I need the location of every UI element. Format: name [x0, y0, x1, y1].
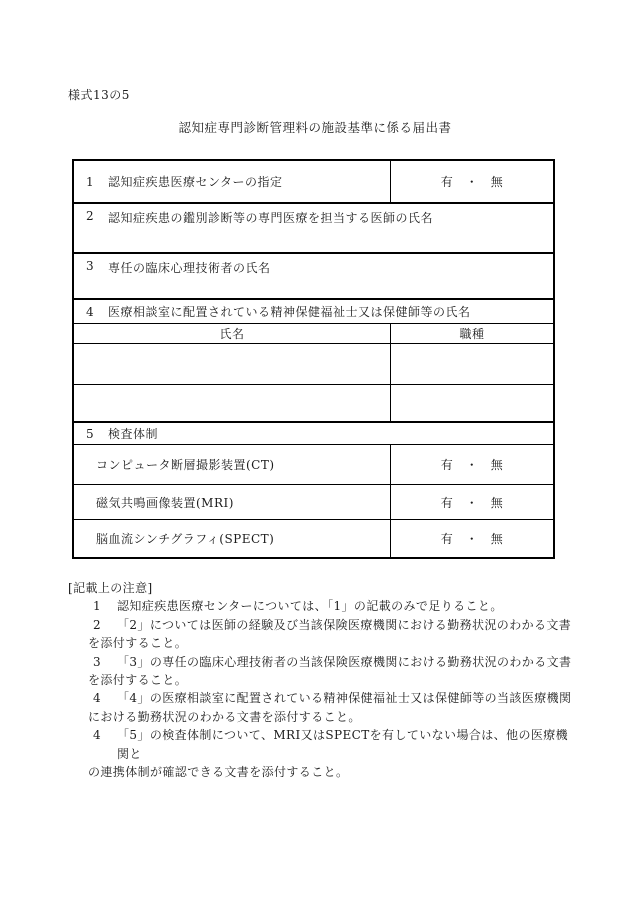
row-counseling-staff-header	[74, 298, 553, 323]
equipment-label: 脳血流シンチグラフィ(SPECT)	[96, 532, 275, 546]
row-label: 認知症疾患医療センターの指定	[108, 175, 283, 189]
row-center-designation	[74, 161, 553, 202]
note-continuation: における勤務状況のわかる文書を添付すること。	[88, 709, 361, 724]
column-header-name: 氏名	[219, 327, 245, 341]
notes-heading: [記載上の注意]	[68, 581, 153, 595]
note-number: 2	[93, 617, 102, 632]
note-number: 3	[93, 654, 102, 669]
note-item-2	[93, 616, 573, 634]
ct-label-cell	[74, 445, 390, 484]
note-item-5	[93, 726, 573, 763]
availability-options: 有 ・ 無	[440, 175, 504, 189]
row-ct-equipment	[74, 444, 553, 484]
center-designation-options-cell	[390, 161, 553, 202]
staff-entry-row-1	[74, 343, 553, 384]
row-number: 2	[86, 209, 95, 223]
row-number: 1	[86, 174, 95, 189]
equipment-label: 磁気共鳴画像装置(MRI)	[96, 495, 234, 510]
staff-name-cell-2	[74, 385, 390, 421]
equipment-label: コンピュータ断層撮影装置(CT)	[96, 458, 275, 472]
note-number: 1	[93, 599, 102, 614]
availability-options: 有 ・ 無	[440, 495, 504, 510]
staff-column-headers	[74, 323, 553, 343]
row-number: 4	[86, 304, 95, 319]
column-header-type: 職種	[459, 327, 485, 341]
row-mri-equipment	[74, 484, 553, 519]
row-label: 専任の臨床心理技術者の氏名	[108, 261, 271, 275]
row-label: 検査体制	[108, 427, 159, 441]
physician-name-cell	[74, 204, 553, 252]
availability-options: 有 ・ 無	[440, 532, 504, 546]
psychologist-name-cell	[74, 254, 553, 298]
note-continuation: を添付すること。	[88, 673, 188, 688]
row-label: 医療相談室に配置されている精神保健福祉士又は保健師等の氏名	[108, 305, 471, 319]
note-text: 「2」については医師の経験及び当該保険医療機関における勤務状況のわかる文書	[117, 617, 572, 632]
mri-options-cell	[390, 485, 553, 519]
availability-options: 有 ・ 無	[440, 458, 504, 472]
row-number: 5	[86, 426, 95, 441]
note-text: 「3」の専任の臨床心理技術者の当該保険医療機関における勤務状況のわかる文書	[117, 654, 572, 669]
note-number: 4	[93, 691, 102, 706]
staff-name-cell-1	[74, 344, 390, 384]
note-continuation: を添付すること。	[88, 636, 188, 651]
row-inspection-header	[74, 421, 553, 444]
row-physician-name	[74, 202, 553, 252]
note-number: 4	[93, 728, 102, 743]
note-item-3	[93, 653, 573, 671]
spect-label-cell	[74, 520, 390, 557]
note-text: 認知症疾患医療センターについては、「1」の記載のみで足りること。	[117, 599, 503, 614]
row-label: 認知症疾患の鑑別診断等の専門医療を担当する医師の氏名	[108, 211, 434, 225]
staff-entry-row-2	[74, 384, 553, 421]
notification-table	[72, 159, 555, 559]
note-item-4	[93, 689, 573, 707]
spect-options-cell	[390, 520, 553, 557]
center-designation-label-cell	[74, 161, 390, 202]
note-item-1	[93, 597, 573, 615]
inspection-header-cell	[74, 423, 553, 444]
row-spect-equipment	[74, 519, 553, 557]
notes-section	[68, 579, 573, 781]
form-code: 様式13の5	[68, 88, 130, 102]
row-psychologist-name	[74, 252, 553, 298]
staff-type-cell-1	[390, 344, 553, 384]
note-text: 「4」の医療相談室に配置されている精神保健福祉士又は保健師等の当該医療機関	[117, 691, 572, 706]
staff-name-header-cell	[74, 324, 390, 343]
counseling-staff-header-cell	[74, 300, 553, 323]
staff-type-cell-2	[390, 385, 553, 421]
note-continuation: の連携体制が確認できる文書を添付すること。	[88, 765, 349, 780]
mri-label-cell	[74, 485, 390, 519]
note-text: 「5」の検査体制について、MRI又はSPECTを有していない場合は、他の医療機関と	[117, 728, 569, 761]
row-number: 3	[86, 259, 95, 273]
ct-options-cell	[390, 445, 553, 484]
document-title: 認知症専門診断管理料の施設基準に係る届出書	[178, 120, 452, 135]
staff-type-header-cell	[390, 324, 553, 343]
